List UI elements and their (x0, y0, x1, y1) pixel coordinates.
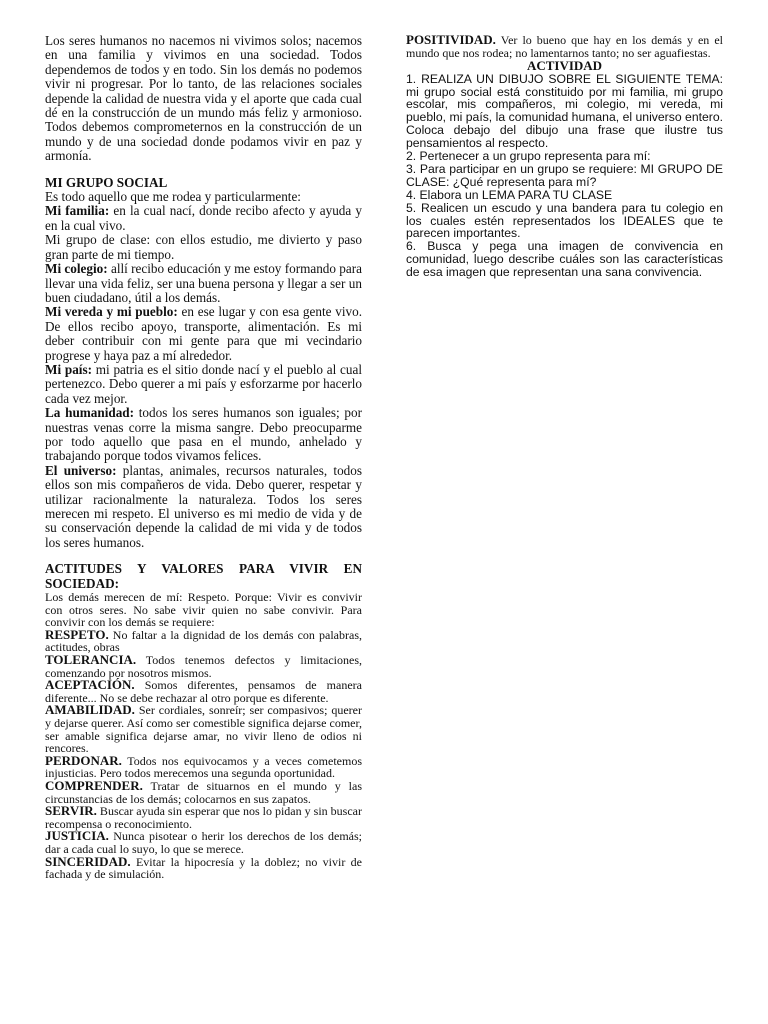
item-label: El universo: (45, 462, 117, 478)
grupo-item-universo (45, 464, 362, 550)
actividad-item: 4. Elabora un LEMA PARA TU CLASE (406, 187, 613, 202)
grupo-social-intro: Es todo aquello que me rodea y particularmente: (45, 189, 301, 205)
item-text: en la cual nací, donde recibo afecto y ayuda y en la cual vivo. (45, 203, 362, 233)
item-label: PERDONAR. (45, 752, 122, 768)
item-text: en ese lugar y con esa gente vivo. De ellos recibo apoyo, transporte, alimentación. Es mi deber contribuir con mi gente para que mi vecindario progrese y haya paz a mí alrededor. (45, 304, 362, 363)
item-text: Todos nos equivocamos y a veces cometemos injusticias. Pero todos merecemos una segunda oportunidad. (45, 753, 362, 781)
item-text: Tratar de situarnos en el mundo y las circunstancias de los demás; colocarnos en sus zapatos. (45, 778, 362, 806)
item-label: Mi colegio: (45, 261, 108, 277)
item-text: Evitar la hipocresía y la doblez; no vivir de fachada y de simulación. (45, 854, 362, 882)
item-text: Ser cordiales, sonreír; ser compasivos; querer y dejarse querer. Así como ser comestible significa dejarse comer, ser amable significa dejarse amar, no vivir lleno de odios ni rencores. (45, 703, 362, 756)
actividad-item: 3. Para participar en un grupo se requiere: MI GRUPO DE CLASE: ¿Qué representa para mí? (406, 161, 723, 189)
item-label: JUSTICIA. (45, 828, 109, 844)
actividad-item: 2. Pertenecer a un grupo representa para mí: (406, 149, 651, 164)
actividad-item: 5. Realicen un escudo y una bandera para tu colegio en los cuales estén representados los IDEALES que te parecen importantes. (406, 200, 723, 241)
valor-perdonar (45, 752, 362, 781)
actividad-list (406, 73, 723, 280)
item-label: AMABILIDAD. (45, 702, 135, 718)
item-text: todos los seres humanos son iguales; por nuestras venas corre la misma sangre. Debo preocuparme por todo aquello que pasa en el mundo, anhelado y trabajando porque todos vivamos felices. (45, 405, 362, 464)
item-label: COMPRENDER. (45, 777, 143, 793)
item-label: Mi familia: (45, 203, 110, 219)
item-text: allí recibo educación y me estoy formando para llevar una vida feliz, ser una buena persona y llegar a ser un buen ciudadano, útil a los demás. (45, 261, 363, 305)
grupo-item-familia (45, 204, 362, 233)
grupo-item-pais (45, 363, 362, 406)
item-label: TOLERANCIA. (45, 652, 137, 667)
valor-servir (45, 805, 362, 830)
item-text: Ver lo bueno que hay en los demás y en el mundo que nos rodea; no lamentarnos tanto; no ser aguafiestas. (406, 33, 723, 60)
grupo-social-heading: MI GRUPO SOCIAL (45, 174, 168, 190)
right-column (406, 34, 723, 279)
item-text: mi patria es el sitio donde nací y el pueblo al cual pertenezco. Debo querer a mi país y esforzarme por hacerlo cada vez mejor. (45, 361, 362, 406)
item-label: Mi país: (45, 361, 92, 377)
left-column (45, 34, 362, 881)
valores-heading: ACTITUDES Y VALORES PARA VIVIR EN SOCIEDAD: (45, 561, 362, 591)
item-text: No faltar a la dignidad de los demás con palabras, actitudes, obras (45, 627, 362, 655)
item-label: Mi vereda y mi pueblo: (45, 304, 178, 320)
item-text: Nunca pisotear o herir los derechos de los demás; dar a cada cual lo suyo, lo que se merece. (45, 829, 362, 856)
item-label: SERVIR. (45, 803, 97, 819)
valor-sinceridad (45, 853, 362, 882)
valor-tolerancia (45, 654, 362, 679)
valores-intro: Los demás merecen de mí: Respeto. Porque: Vivir es convivir con otros seres. No sabe vivir quien no sabe convivir. Para convivir con los demás se requiere: (45, 590, 362, 630)
valor-justicia (45, 830, 362, 855)
valor-positividad (406, 34, 723, 59)
grupo-item-colegio (45, 262, 362, 305)
item-label: La humanidad: (45, 405, 135, 421)
item-label: SINCERIDAD. (45, 853, 131, 869)
actividad-item: 1. REALIZA UN DIBUJO SOBRE EL SIGUIENTE TEMA: mi grupo social está constituido por mi familia, mi grupo escolar, mis compañeros, mi colegio, mi vereda, mi pueblo, mi país, la comunidad humana, el universo entero. Coloca debajo del dibujo una frase que ilustre tus pensamientos al respecto. (406, 71, 723, 151)
valor-aceptacion (45, 679, 362, 704)
item-text: Buscar ayuda sin esperar que nos lo pidan y sin buscar recompensa o reconocimiento. (45, 804, 362, 831)
grupo-item-vereda (45, 305, 362, 363)
item-text: Somos diferentes, pensamos de manera diferente... No se debe rechazar al otro porque es diferente. (45, 678, 362, 705)
grupo-item-humanidad (45, 406, 362, 464)
actividad-item: 6. Busca y pega una imagen de convivencia en comunidad, luego describe cuáles son las características de esa imagen que representan una sana convivencia. (406, 239, 723, 280)
actividad-heading: ACTIVIDAD (526, 58, 603, 74)
spacer (45, 164, 362, 176)
item-label: ACEPTACIÓN. (45, 677, 135, 693)
item-text: plantas, animales, recursos naturales, todos ellos son mis compañeros de vida. Debo querer, respetar y utilizar racionalmente la naturaleza. Todos los seres merecen mi respeto. El universo es mi medio de vida y de su conservación depende la calidad de mi vida y de todos los seres humanos. (45, 462, 362, 550)
grupo-item-clase (45, 233, 362, 262)
item-label: POSITIVIDAD. (406, 32, 496, 47)
intro-paragraph: Los seres humanos no nacemos ni vivimos solos; nacemos en una familia y vivimos en una sociedad. Todos dependemos de todos y en todo. Sin los demás no podemos vivir ni progresar. Por lo tanto, de las relaciones sociales depende la calidad de nuestra vida y el aporte que cada cual dé en la construcción de un mundo más feliz y armonioso. Todos debemos comprometernos en la construcción de un mundo y de una sociedad donde podamos vivir en paz y armonía. (45, 33, 362, 164)
item-text: Todos tenemos defectos y limitaciones, comenzando por nosotros mismos. (45, 653, 362, 680)
valor-amabilidad (45, 704, 362, 754)
valores-list (45, 591, 362, 881)
valor-comprender (45, 777, 362, 806)
valor-respeto (45, 626, 362, 655)
item-label: RESPETO. (45, 626, 109, 642)
item-text: Mi grupo de clase: con ellos estudio, me divierto y paso gran parte de mi tiempo. (45, 232, 362, 262)
